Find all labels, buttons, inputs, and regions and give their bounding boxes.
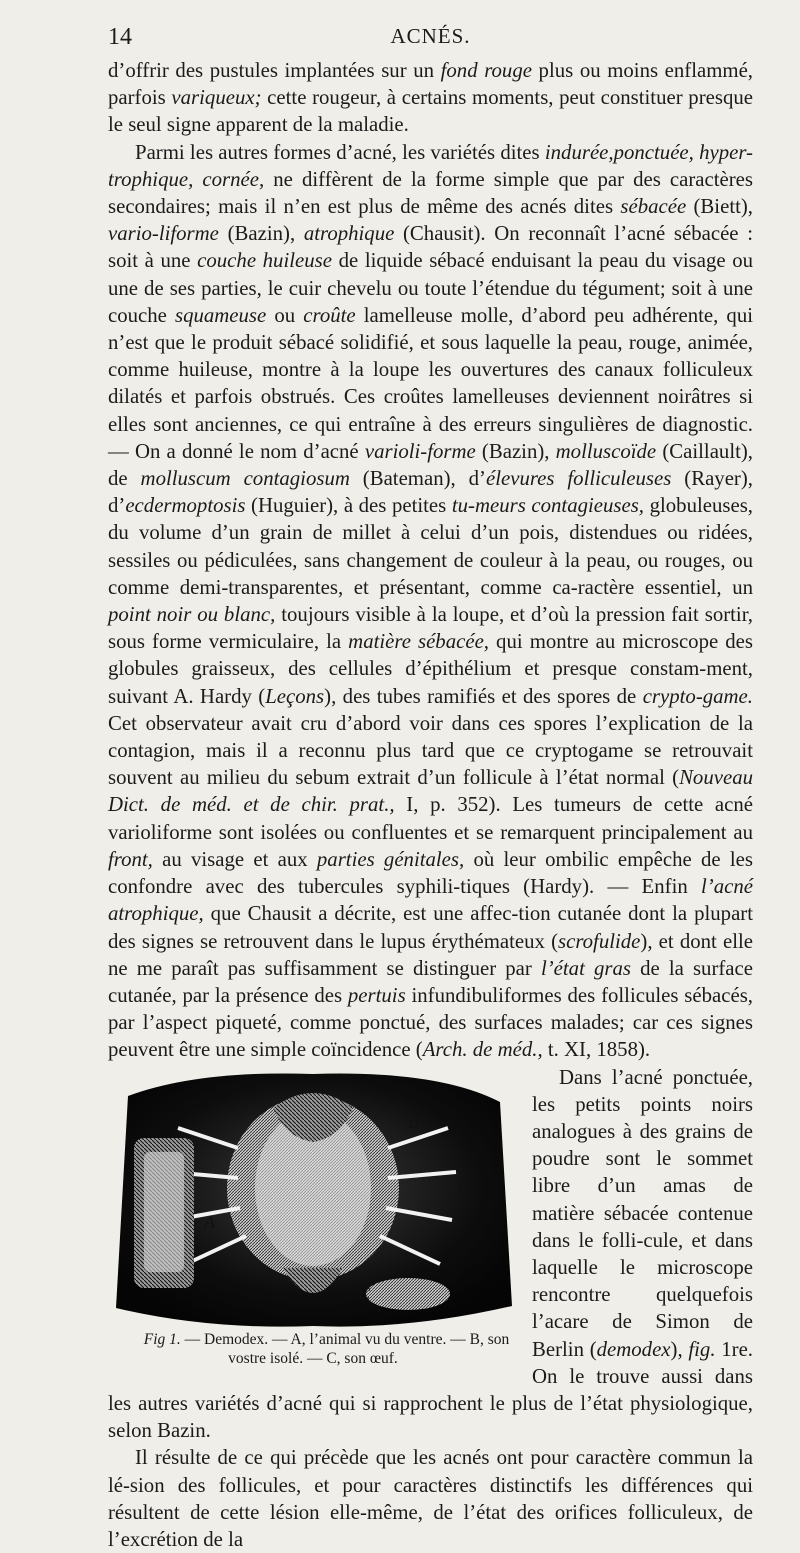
text-run: matière sébacée, bbox=[348, 630, 489, 654]
text-run: élevures folliculeuses bbox=[485, 467, 672, 491]
text-run: ecdermoptosis bbox=[125, 494, 246, 518]
page-number: 14 bbox=[108, 24, 132, 50]
text-run: tu-meurs contagieuses, bbox=[451, 494, 645, 518]
paragraph-2 bbox=[108, 139, 753, 1064]
text-run: Parmi les autres formes d’acné, les variétés dites bbox=[135, 140, 545, 164]
text-run: front, bbox=[108, 847, 153, 871]
text-run: ne diffèrent de la forme simple que par des caractères secondaires; mais il n’en est plus de même des acnés dites bbox=[108, 167, 754, 219]
paragraph-2-text bbox=[108, 141, 753, 1062]
text-run: (Rayer), d’ bbox=[108, 467, 753, 518]
text-run: molluscoïde bbox=[555, 439, 657, 463]
text-run: l’acné atrophique, bbox=[108, 875, 753, 926]
figure-caption bbox=[108, 1330, 518, 1368]
text-run: ), et dont elle ne me paraît pas suffisamment se distinguer par bbox=[108, 929, 753, 980]
text-run: molluscum contagiosum bbox=[140, 467, 350, 491]
paragraph-1 bbox=[108, 57, 753, 139]
demodex-illustration bbox=[108, 1068, 518, 1330]
text-run: atrophique bbox=[303, 222, 395, 246]
text-run: infundibuliformes des follicules sébacés, par l’aspect piqueté, comme ponctué, des surfaces malades; car ces signes peuvent être une simple coïncidence ( bbox=[108, 983, 754, 1062]
text-run: fig. bbox=[688, 1337, 716, 1361]
text-run: crypto-game. bbox=[642, 684, 753, 708]
text-run: toujours visible à la loupe, et d’où la pression fait sortir, sous forme vermiculaire, la bbox=[108, 603, 754, 654]
figure-caption-text: — Demodex. — A, l’animal vu du ventre. — B, son vostre isolé. — C, son œuf. bbox=[180, 1330, 510, 1367]
text-run: (Biett), bbox=[686, 195, 753, 219]
text-run: parties génitales, bbox=[316, 847, 465, 871]
text-run: point noir ou blanc, bbox=[108, 603, 276, 627]
text-run: qui montre au microscope des globules graisseux, des cellules d’épithélium et presque constam-ment, suivant A. Hardy ( bbox=[108, 630, 753, 708]
text-run: croûte bbox=[303, 303, 356, 327]
figure-label-c: C bbox=[358, 1283, 371, 1304]
text-run: fond rouge bbox=[440, 59, 532, 82]
text-run: de liquide sébacé enduisant la peau du visage ou une de ses parties, le cuir chevelu ou toute l’étendue du tégument; soit à une couche bbox=[108, 249, 753, 327]
text-run: Cet observateur avait cru d’abord voir dans ces spores l’explication de la contagion, mais il a reconnu plus tard que ce cryptogame se retrouvait souvent au milieu du sebum extrait d’un follicule à l’état normal ( bbox=[108, 711, 753, 790]
text-run: ou bbox=[266, 303, 304, 327]
text-run: Dans l’acné ponctuée, les petits points noirs analogues à des grains de poudre sont le sommet libre d’un amas de matière sébacée contenue dans le folli-cule, et dans laquelle le microscope rencontre quelquefois l’acare de Simon de Berlin ( bbox=[532, 1065, 753, 1361]
text-run: squameuse bbox=[175, 303, 267, 327]
text-run: (Chausit). On reconnaît l’acné sébacée : soit à une bbox=[108, 222, 753, 273]
text-run: demodex bbox=[596, 1337, 671, 1361]
page-header bbox=[108, 24, 753, 54]
text-run: indurée,ponctuée, hyper-trophique, cornée, bbox=[108, 140, 753, 191]
text-run: Leçons bbox=[265, 684, 325, 708]
text-run: 1re. On le trouve aussi dans les autres variétés d’acné qui si rapprochent le plus de l’état physiologique, selon Bazin. bbox=[108, 1337, 753, 1443]
text-run: lamelleuse molle, d’abord peu adhérente, qui n’est que le produit sébacé solidifié, et sous laquelle la peau, rouge, animée, comme huileuse, montre à la loupe les ouvertures des canaux folliculeux dilatés et parfois obstrués. Ces croûtes lamelleuses deviennent noirâtres si elles sont anciennes, ce qui entraîne à des erreurs singulières de diagnostic. — On a donné le nom d’acné bbox=[108, 303, 754, 463]
figure-label-a: A bbox=[204, 1211, 215, 1232]
figure-caption-label: Fig 1. bbox=[143, 1330, 181, 1348]
text-run: variqueux; bbox=[171, 86, 262, 110]
figure-demodex bbox=[108, 1068, 518, 1380]
text-run: t. XI, 1858). bbox=[542, 1038, 651, 1062]
text-run: couche huileuse bbox=[197, 249, 332, 273]
text-run: (Huguier), à des petites bbox=[245, 494, 452, 518]
text-run: (Caillault), de bbox=[108, 439, 754, 491]
text-run: vario-liforme bbox=[108, 222, 219, 246]
text-run: (Bazin), bbox=[218, 222, 304, 246]
text-run: que Chausit a décrite, est une affec-tion cutanée dont la plupart des signes se retrouvent dans le lupus érythémateux ( bbox=[108, 902, 753, 953]
text-run: pertuis bbox=[347, 983, 406, 1007]
text-run: au visage et aux bbox=[152, 847, 317, 871]
text-run: de la surface cutanée, par la présence des bbox=[108, 956, 753, 1007]
text-run: Arch. de méd., bbox=[422, 1038, 543, 1062]
text-run: globuleuses, du volume d’un grain de millet à celui d’un pois, distendues ou ridées, sessiles ou pédiculées, sans changement de couleur à la peau, ou rouges, ou comme demi-transparentes, et présentant, comme ca-ractère essentiel, un bbox=[108, 494, 753, 599]
figure-label-b: B bbox=[408, 1111, 419, 1132]
isolated-rostrum bbox=[134, 1138, 194, 1288]
text-run: Nouveau Dict. de méd. et de chir. prat., bbox=[108, 766, 753, 817]
running-title: ACNÉS. bbox=[390, 24, 471, 48]
text-run: (Bateman), d’ bbox=[349, 467, 486, 491]
text-run: Il résulte de ce qui précède que les acnés ont pour caractère commun la lé-sion des follicules, et pour caractères distinctifs les différences qui résultent de cette lésion elle-même, de l’état des orifices folliculeux, de l’excrétion de la bbox=[108, 1446, 753, 1551]
text-run: varioli-forme bbox=[364, 439, 476, 463]
text-run: plus ou moins enflammé, parfois bbox=[108, 59, 754, 110]
text-run: ), des tubes ramifiés et des spores de bbox=[324, 684, 643, 708]
text-run: scrofulide bbox=[558, 929, 641, 953]
text-run: (Bazin), bbox=[475, 439, 556, 463]
body-text bbox=[108, 57, 753, 1553]
text-run: d’offrir des pustules implantées sur un bbox=[108, 59, 441, 82]
text-run: I, p. 352). Les tumeurs de cette acné varioliforme sont isolées ou confluentes et se remarquent principalement au bbox=[108, 793, 754, 844]
egg bbox=[366, 1278, 450, 1310]
text-run: sébacée bbox=[620, 195, 687, 219]
text-run: ), bbox=[670, 1337, 689, 1361]
text-run: où leur ombilic empêche de les confondre avec des tubercules syphili-tiques (Hardy). — Enfin bbox=[108, 847, 753, 899]
text-run: cette rougeur, à certains moments, peut constituer presque le seul signe apparent de la maladie. bbox=[108, 86, 753, 137]
text-run: l’état gras bbox=[540, 956, 631, 980]
paragraph-4 bbox=[108, 1444, 753, 1553]
